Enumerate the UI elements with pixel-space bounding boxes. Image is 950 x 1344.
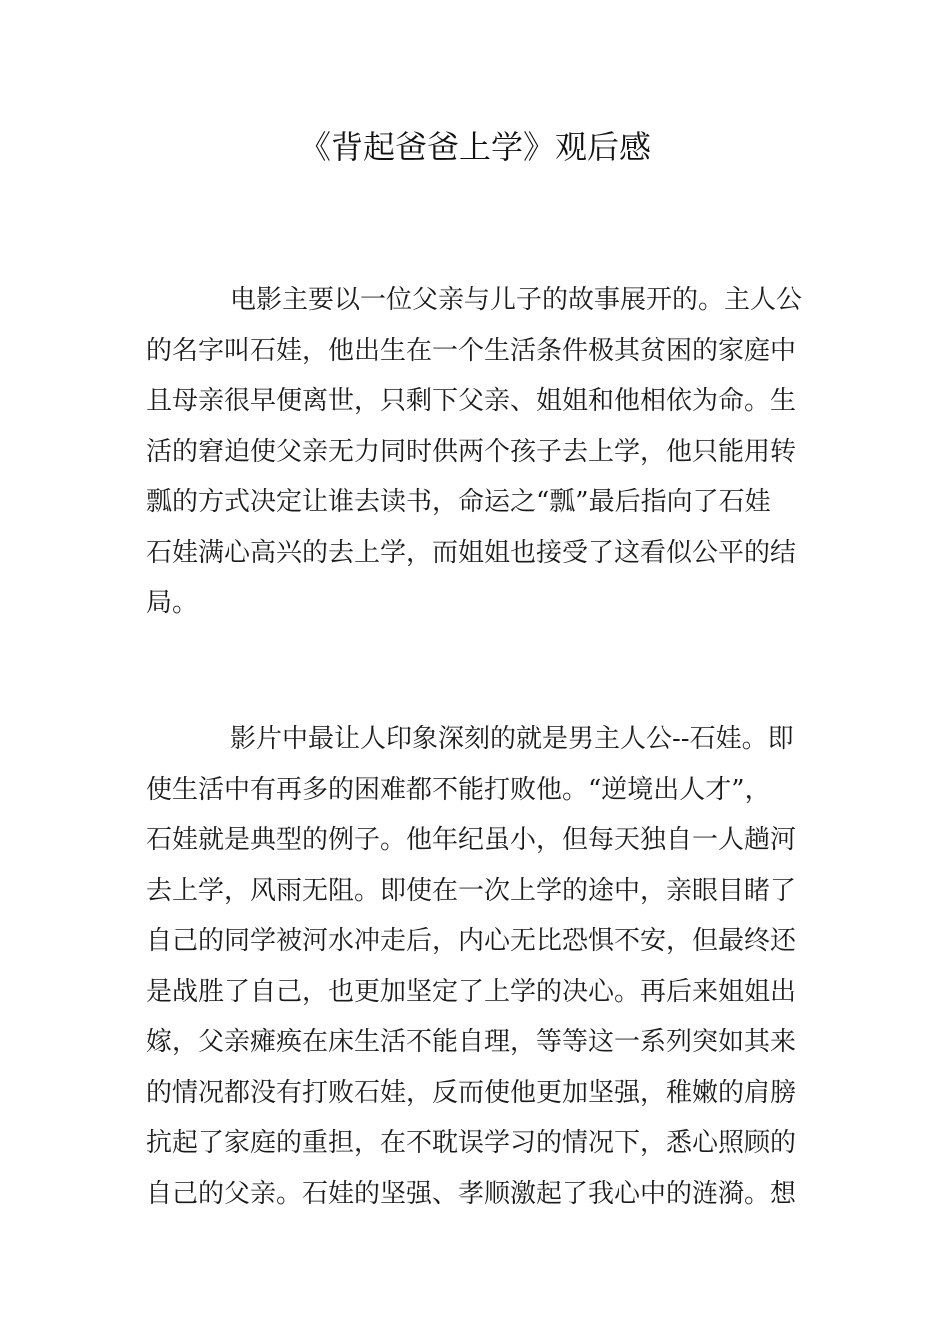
paragraph-line: 活的窘迫使父亲无力同时供两个孩子去上学，他只能用转 bbox=[146, 436, 797, 467]
paragraph-line: 电影主要以一位父亲与儿子的故事展开的。主人公 bbox=[230, 285, 803, 315]
paragraph-line: 抗起了家庭的重担，在不耽误学习的情况下，悉心照顾的 bbox=[146, 1128, 797, 1158]
paragraph-1 bbox=[146, 275, 806, 629]
paragraph-line: 且母亲很早便离世，只剩下父亲、姐姐和他相依为命。生 bbox=[146, 386, 797, 416]
document-title: 《背起爸爸上学》观后感 bbox=[298, 128, 651, 166]
paragraph-line: 自己的同学被河水冲走后，内心无比恐惧不安，但最终还 bbox=[146, 926, 797, 956]
paragraph-line: 石娃满心高兴的去上学，而姐姐也接受了这看似公平的结 bbox=[146, 537, 797, 568]
paragraph-line: 影片中最让人印象深刻的就是男主人公--石娃。即 bbox=[230, 724, 794, 754]
paragraph-line: 去上学，风雨无阻。即使在一次上学的途中，亲眼目睹了 bbox=[146, 875, 797, 906]
paragraph-line: 是战胜了自己，也更加坚定了上学的决心。再后来姐姐出 bbox=[146, 976, 797, 1007]
paragraph-line: 局。 bbox=[146, 588, 199, 618]
paragraph-line: 嫁，父亲瘫痪在床生活不能自理，等等这一系列突如其来 bbox=[146, 1027, 797, 1057]
paragraph-line: 石娃就是典型的例子。他年纪虽小，但每天独自一人趟河 bbox=[146, 825, 797, 855]
paragraph-line: 的情况都没有打败石娃，反而使他更加坚强，稚嫩的肩膀 bbox=[146, 1077, 797, 1108]
paragraph-line: 使生活中有再多的困难都不能打败他。“逆境出人才”， bbox=[146, 774, 771, 805]
paragraph-line: 自己的父亲。石娃的坚强、孝顺激起了我心中的涟漪。想 bbox=[146, 1178, 797, 1209]
paragraph-line: 瓢的方式决定让谁去读书，命运之“瓢”最后指向了石娃 bbox=[146, 487, 771, 517]
paragraph-2 bbox=[146, 714, 806, 1219]
paragraph-line: 的名字叫石娃，他出生在一个生活条件极其贫困的家庭中 bbox=[146, 335, 797, 366]
